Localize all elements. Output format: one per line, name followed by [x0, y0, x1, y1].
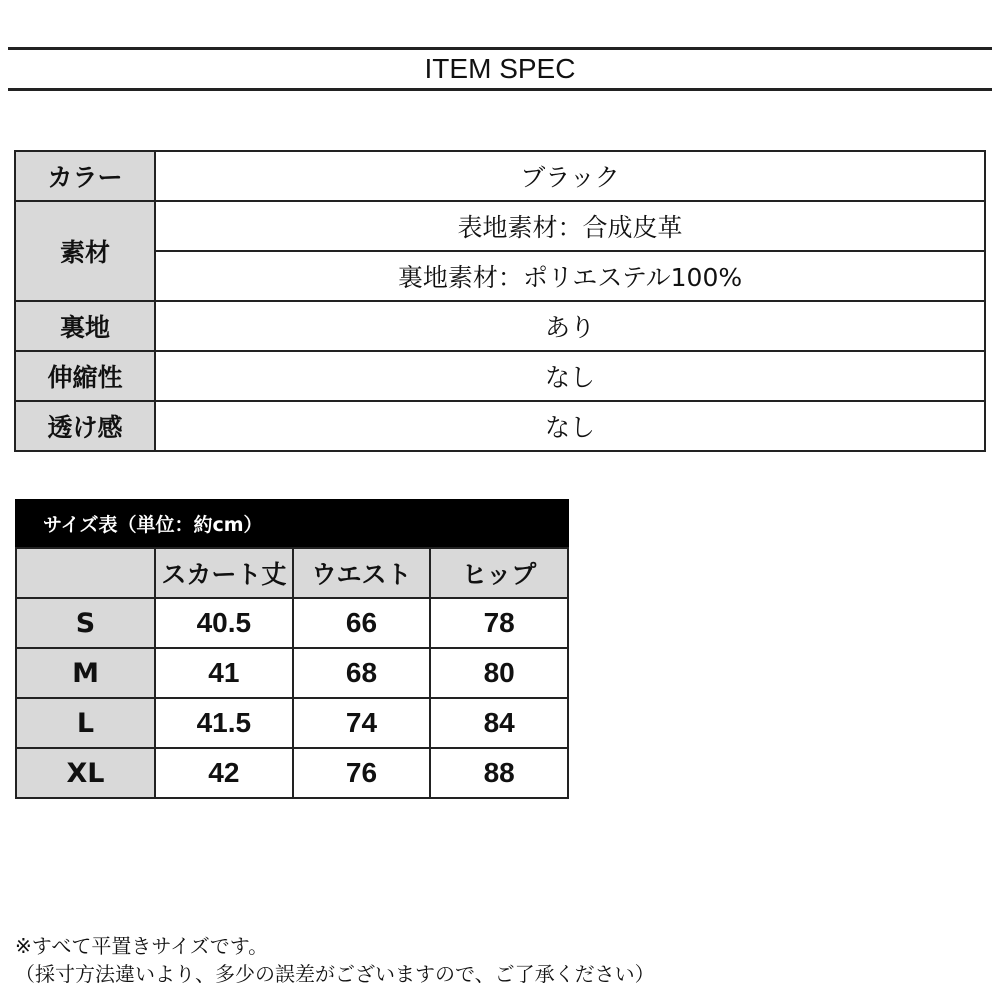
spec-value-stretch: なし: [155, 351, 985, 401]
item-spec-title-bar: [8, 47, 992, 91]
column-header-waist: ウエスト: [293, 548, 431, 598]
size-label: M: [16, 648, 155, 698]
size-value-length: 41: [155, 648, 293, 698]
table-row: [16, 748, 568, 798]
spec-label-stretch: 伸縮性: [15, 351, 155, 401]
size-value-waist: 76: [293, 748, 431, 798]
size-value-waist: 74: [293, 698, 431, 748]
size-value-hip: 80: [430, 648, 568, 698]
size-table-corner: [16, 548, 155, 598]
spec-label-material: 素材: [15, 201, 155, 301]
spec-value-lining: あり: [155, 301, 985, 351]
spec-value-material-lining: 裏地素材：ポリエステル100%: [155, 251, 985, 301]
size-value-length: 41.5: [155, 698, 293, 748]
page-title: ITEM SPEC: [424, 53, 576, 84]
size-value-waist: 68: [293, 648, 431, 698]
spec-value-sheer: なし: [155, 401, 985, 451]
measurement-note: ※すべて平置きサイズです。: [15, 934, 269, 958]
size-label: S: [16, 598, 155, 648]
size-label: XL: [16, 748, 155, 798]
spec-label-color: カラー: [15, 151, 155, 201]
table-row: [16, 698, 568, 748]
spec-row-color: [15, 151, 985, 201]
column-header-length: スカート丈: [155, 548, 293, 598]
size-value-hip: 78: [430, 598, 568, 648]
spec-table: [14, 150, 986, 452]
spec-row-material-lining: [15, 251, 985, 301]
spec-label-sheer: 透け感: [15, 401, 155, 451]
size-label: L: [16, 698, 155, 748]
size-value-hip: 88: [430, 748, 568, 798]
spec-row-material-outer: [15, 201, 985, 251]
spec-row-stretch: [15, 351, 985, 401]
spec-value-color: ブラック: [155, 151, 985, 201]
table-row: [16, 598, 568, 648]
spec-row-lining: [15, 301, 985, 351]
size-value-length: 40.5: [155, 598, 293, 648]
size-value-length: 42: [155, 748, 293, 798]
size-table: [15, 547, 569, 799]
spec-row-sheer: [15, 401, 985, 451]
spec-value-material-outer: 表地素材：合成皮革: [155, 201, 985, 251]
spec-label-lining: 裏地: [15, 301, 155, 351]
size-table-heading: サイズ表（単位：約cm）: [15, 499, 569, 547]
size-value-waist: 66: [293, 598, 431, 648]
column-header-hip: ヒップ: [430, 548, 568, 598]
size-table-header-row: [16, 548, 568, 598]
table-row: [16, 648, 568, 698]
measurement-disclaimer: （採寸方法違いより、多少の誤差がございますので、ご了承ください）: [15, 962, 655, 986]
size-value-hip: 84: [430, 698, 568, 748]
